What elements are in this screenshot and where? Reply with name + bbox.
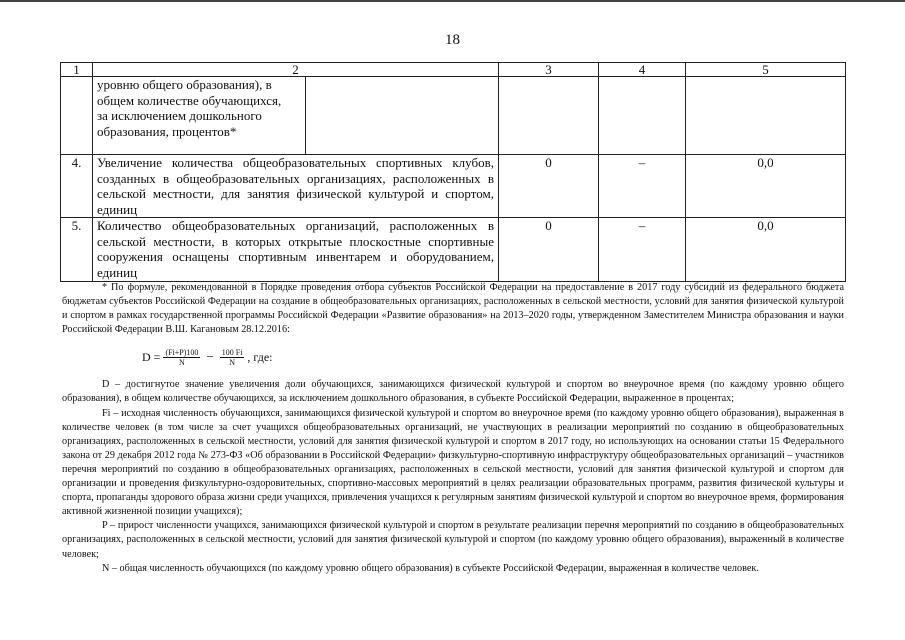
value-cell-3: 0 — [499, 218, 599, 282]
formula-lhs: D = — [142, 350, 161, 365]
row-text-cell — [93, 77, 306, 155]
header-cell: 3 — [499, 63, 599, 77]
row-number-cell: 4. — [61, 155, 93, 218]
definition-n: N – общая численность обучающихся (по каждому уровню общего образования) в субъекте Российской Федерации, выраженная в количестве человек. — [102, 562, 759, 574]
value-cell-4: – — [599, 155, 686, 218]
formula-fraction-2 — [220, 348, 245, 367]
header-cell: 2 — [93, 63, 499, 77]
row-text-line: общем количестве обучающихся, — [97, 92, 282, 108]
row-text-line: образования, процентов* — [97, 123, 237, 139]
header-cell: 1 — [61, 63, 93, 77]
value-cell-4 — [599, 77, 686, 155]
fraction-numerator: (Fi+P)100 — [165, 347, 199, 357]
header-cell: 4 — [599, 63, 686, 77]
value-cell-5: 0,0 — [686, 155, 846, 218]
definition-p: P – прирост численности учащихся, занимающихся физической культурой и спортом в результате реализации перечня мероприятий по созданию в общеобразовательных организациях, расположенных в сельской местности, условий для занятия физической культурой и спортом (по каждому уровню общего образования), выраженный в количестве человек; — [62, 520, 844, 560]
page-number: 18 — [445, 32, 460, 48]
definition-fi: Fi – исходная численность обучающихся, занимающихся физической культурой и спортом во внеурочное время (по каждому уровню общего образования), выраженная в количестве человек (в том числе за счет учащихся общеобразовательных организаций, не участвующих в реализации мероприятий по созданию в общеобразовательных организациях, расположенных в сельской местности, условий для занятия физической культурой и спортом в 2017 году, но использующих на основании статьи 15 Федерального закона от 29 декабря 2012 года № 273-ФЗ «Об образовании в Российской Федерации» физкультурно-спортивную инфраструктуру общеобразовательных организаций – участников перечня мероприятий по созданию в общеобразовательных организациях, расположенных в сельской местности, условий для занятия физической культурой и спортом для организации и проведения физкультурно-оздоровительных, спортивно-массовых мероприятий в целях реализации образовательных программ, развития физической культуры и спорта, пропаганды здорового образа жизни среди учащихся, привлечения учащихся к регулярным занятиям физической культурой и спортом во внеурочное время, формирования активной жизненной позиции учащихся); — [62, 407, 844, 518]
definition-d: D – достигнутое значение увеличения доли обучающихся, занимающихся физической культурой и спортом во внеурочное время (по каждому уровню общего образования), в общем количестве обучающихся, за исключением дошкольного образования, в субъекте Российской Федерации, выраженное в процентах; — [62, 379, 844, 405]
row-text-cell: Количество общеобразовательных организаций, расположенных в сельской местности, в которых открытые плоскостные спортивные сооружения оснащены спортивным инвентарем и оборудованием, единиц — [93, 218, 499, 282]
footnote-intro: * По формуле, рекомендованной в Порядке проведения отбора субъектов Российской Федерации на предоставление в 2017 году субсидий из федерального бюджета бюджетам субъектов Российской Федерации на создание в общеобразовательных организациях, расположенных в сельской местности, условий для занятия физической культурой и спортом в рамках государственной программы Российской Федерации «Развитие образования» на 2013–2020 годы, утвержденном Заместителем Министра образования и науки Российской Федерации В.Ш. Кагановым 28.12.2016: — [62, 282, 844, 336]
formula-fraction-1 — [163, 348, 200, 367]
table-header-row — [61, 63, 846, 77]
indicator-table — [60, 62, 846, 282]
row-text-line: за исключением дошкольного — [97, 108, 262, 123]
row-number-cell — [61, 77, 93, 155]
fraction-denominator: N — [229, 357, 235, 367]
formula-minus: − — [206, 349, 214, 365]
value-cell-5: 0,0 — [686, 218, 846, 282]
fraction-denominator: N — [179, 357, 185, 367]
formula — [142, 342, 844, 372]
table-row — [61, 155, 846, 218]
value-cell-3: 0 — [499, 155, 599, 218]
fraction-numerator: 100 Fi — [221, 347, 243, 357]
value-cell-5 — [686, 77, 846, 155]
table-row — [61, 77, 846, 155]
formula-tail: , где: — [247, 350, 273, 365]
header-cell: 5 — [686, 63, 846, 77]
row-text-line: уровню общего образования), в — [97, 77, 272, 92]
value-cell-3 — [499, 77, 599, 155]
row-number-cell: 5. — [61, 218, 93, 282]
value-cell-4: – — [599, 218, 686, 282]
scan-top-border — [0, 0, 905, 2]
empty-cell — [306, 77, 499, 155]
table-row — [61, 218, 846, 282]
footnote-section — [62, 281, 844, 576]
row-text-cell: Увеличение количества общеобразовательных спортивных клубов, созданных в общеобразовательных организациях, расположенных в сельской местности, для занятия физической культурой и спортом, единиц — [93, 155, 499, 218]
